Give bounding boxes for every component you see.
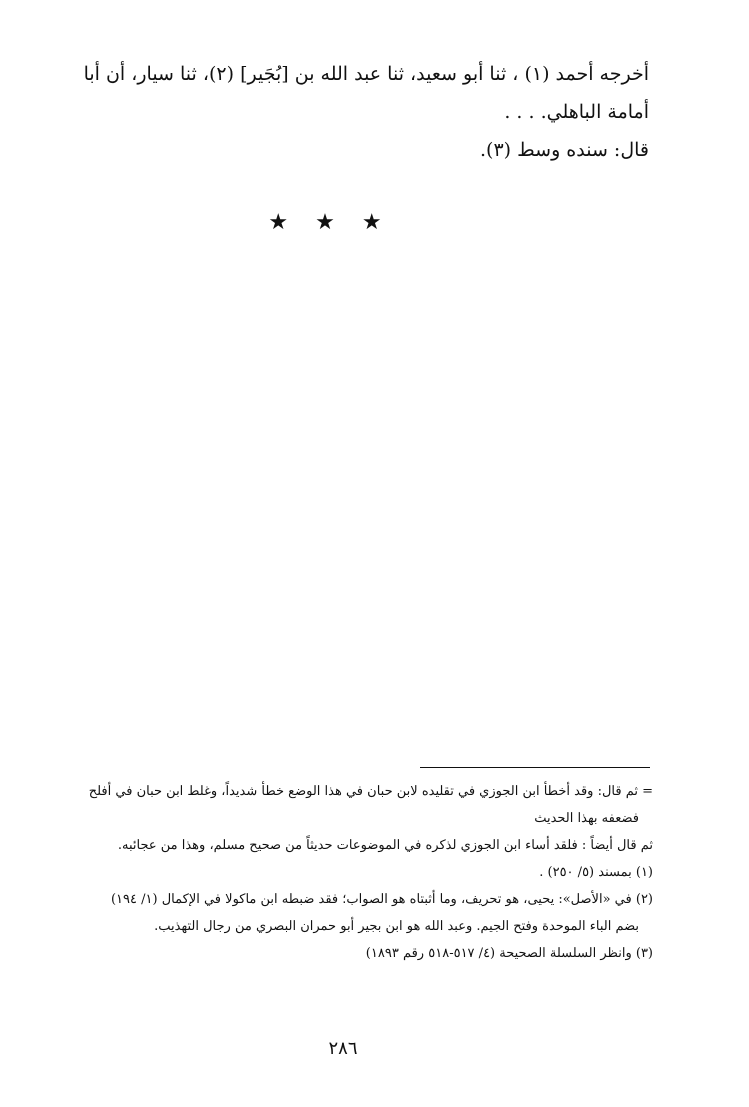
text-line-1: أخرجه أحمد (١) ، ثنا أبو سعيد، ثنا عبد الله بن [بُجَير] (٢)، ثنا سيار، أن أبا (83, 63, 649, 85)
section-separator: ★ ★ ★ (268, 210, 392, 235)
footnote-2-continued: بضم الباء الموحدة وفتح الجيم. وعبد الله هو ابن بجير أبو حمران البصري من رجال التهذيب. (154, 919, 639, 934)
page-number: ٢٨٦ (328, 1038, 358, 1059)
footnote-1: (١) بمسند (٥/ ٢٥٠) . (539, 865, 653, 880)
footnotes (26, 778, 653, 967)
footnote-continuation-1: = ثم قال: وقد أخطأ ابن الجوزي في تقليده لابن حبان في هذا الوضع خطأ شديداً، وغلط ابن حبان في أفلح (88, 784, 653, 799)
footnote-rule (420, 767, 650, 768)
text-line-2: أمامة الباهلي. . . . (504, 101, 649, 123)
footnote-continuation-3: ثم قال أيضاً : فلقد أساء ابن الجوزي لذكره في الموضوعات حديثاً من صحيح مسلم، وهذا من عجائبه. (117, 838, 653, 853)
main-text (30, 55, 649, 169)
text-line-3: قال: سنده وسط (٣). (480, 139, 649, 161)
footnote-continuation-2: فضعفه بهذا الحديث (534, 811, 639, 826)
footnote-2: (٢) في «الأصل»: يحيى، هو تحريف، وما أثبتاه هو الصواب؛ فقد ضبطه ابن ماكولا في الإكمال (١/ ١٩٤) (110, 892, 653, 907)
footnote-3: (٣) وانظر السلسلة الصحيحة (٤/ ٥١٧-٥١٨ رقم ١٨٩٣) (365, 946, 653, 961)
